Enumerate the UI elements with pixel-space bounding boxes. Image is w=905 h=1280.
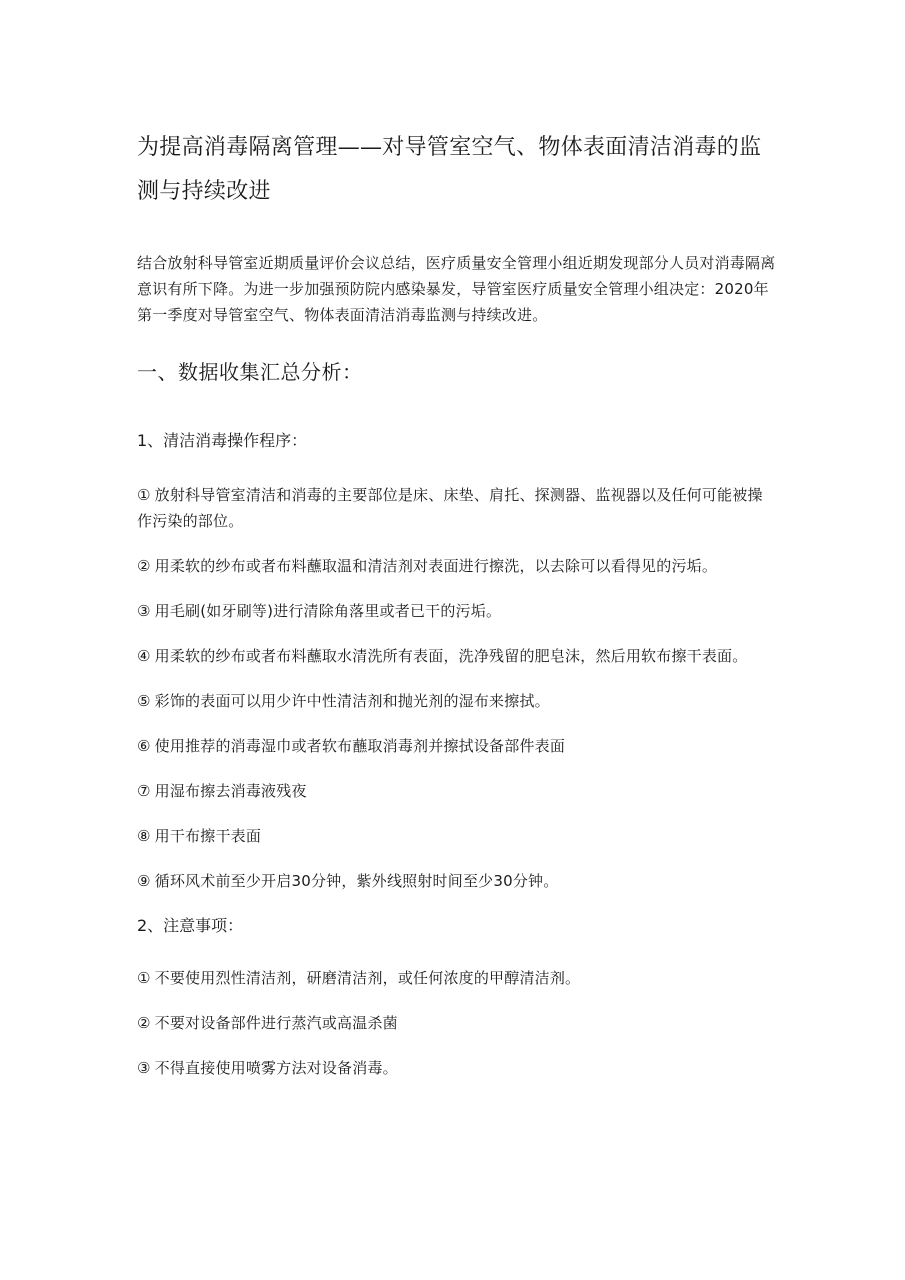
list-item bbox=[137, 688, 777, 714]
item-text: 使用推荐的消毒湿巾或者软布蘸取消毒剂并擦拭设备部件表面 bbox=[154, 737, 566, 755]
item-text: 不要使用烈性清洁剂，研磨清洁剂，或任何浓度的甲醇清洁剂。 bbox=[154, 969, 581, 987]
item-text: 用湿布擦去消毒液残夜 bbox=[154, 782, 307, 800]
item-number: ① bbox=[137, 486, 151, 504]
list-item bbox=[137, 733, 777, 759]
item-number: ① bbox=[137, 969, 151, 987]
section-heading-data-analysis: 一、数据收集汇总分析： bbox=[137, 360, 363, 384]
subsection-heading-precautions: 2、注意事项： bbox=[137, 916, 244, 935]
item-number: ② bbox=[137, 1014, 151, 1032]
list-item bbox=[137, 823, 777, 849]
document-title: 为提高消毒隔离管理——对导管室空气、物体表面清洁消毒的监测与持续改进 bbox=[137, 135, 762, 204]
item-number: ⑦ bbox=[137, 782, 151, 800]
item-number: ⑤ bbox=[137, 692, 151, 710]
list-item bbox=[137, 1010, 777, 1036]
list-item bbox=[137, 778, 777, 804]
item-text: 用干布擦干表面 bbox=[154, 827, 262, 845]
document-body bbox=[137, 126, 777, 1100]
list-item bbox=[137, 482, 777, 534]
item-text: 用柔软的纱布或者布料蘸取水清洗所有表面，洗净残留的肥皂沫，然后用软布擦干表面。 bbox=[154, 647, 748, 665]
item-number: ③ bbox=[137, 602, 151, 620]
item-text: 彩饰的表面可以用少许中性清洁剂和抛光剂的湿布来擦拭。 bbox=[154, 692, 550, 710]
item-number: ④ bbox=[137, 647, 151, 665]
item-number: ③ bbox=[137, 1059, 151, 1077]
item-text: 用毛刷(如牙刷等)进行清除角落里或者已干的污垢。 bbox=[154, 602, 502, 620]
item-text: 放射科导管室清洁和消毒的主要部位是床、床垫、肩托、探测器、监视器以及任何可能被操作污染的部位。 bbox=[137, 486, 763, 530]
item-number: ⑧ bbox=[137, 827, 151, 845]
item-text: 不得直接使用喷雾方法对设备消毒。 bbox=[154, 1059, 398, 1077]
list-item bbox=[137, 1055, 777, 1081]
item-text: 不要对设备部件进行蒸汽或高温杀菌 bbox=[154, 1014, 398, 1032]
list-item bbox=[137, 553, 777, 579]
list-item bbox=[137, 598, 777, 624]
item-number: ⑨ bbox=[137, 872, 151, 890]
list-item bbox=[137, 868, 777, 894]
item-text: 循环风术前至少开启30分钟，紫外线照射时间至少30分钟。 bbox=[154, 872, 559, 890]
list-item bbox=[137, 965, 777, 991]
intro-paragraph: 结合放射科导管室近期质量评价会议总结，医疗质量安全管理小组近期发现部分人员对消毒隔离意识有所下降。为进一步加强预防院内感染暴发，导管室医疗质量安全管理小组决定：2020年第一季度对导管室空气、物体表面清洁消毒监测与持续改进。 bbox=[137, 254, 776, 324]
cleaning-procedure-list bbox=[137, 482, 777, 894]
item-number: ② bbox=[137, 557, 151, 575]
subsection-heading-cleaning-procedure: 1、清洁消毒操作程序： bbox=[137, 431, 308, 450]
list-item bbox=[137, 643, 777, 669]
precautions-list bbox=[137, 965, 777, 1081]
item-text: 用柔软的纱布或者布料蘸取温和清洁剂对表面进行擦洗，以去除可以看得见的污垢。 bbox=[154, 557, 718, 575]
item-number: ⑥ bbox=[137, 737, 151, 755]
